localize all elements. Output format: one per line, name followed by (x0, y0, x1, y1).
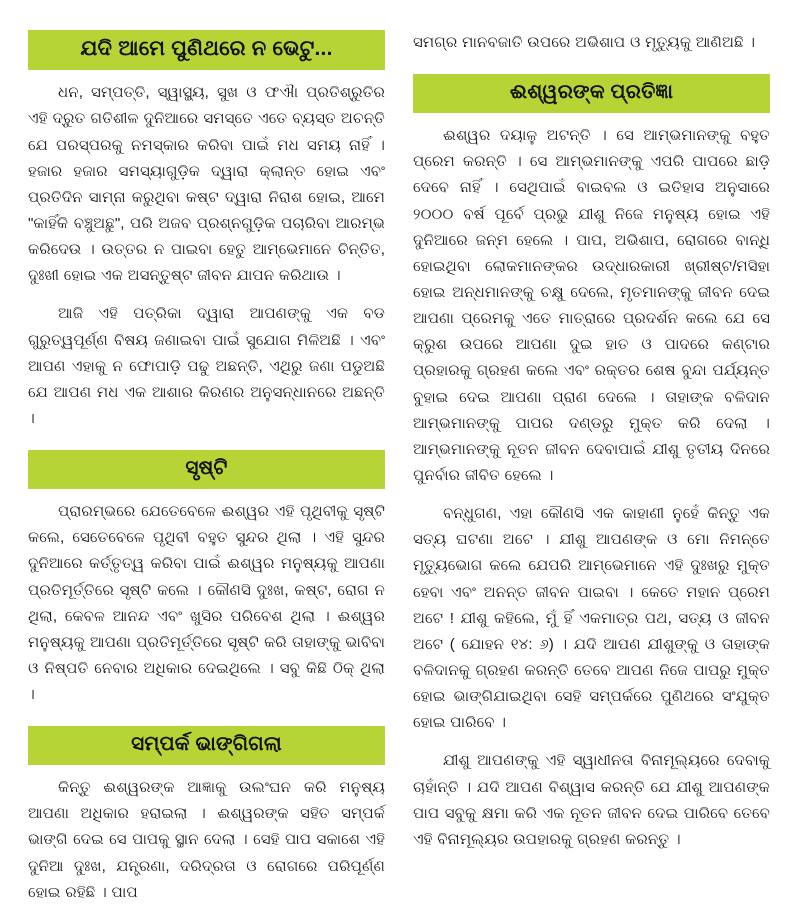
paragraph-true-story: ବନ୍ଧୁଗଣ, ଏହା କୌଣସି ଏକ କାହାଣୀ ନୁହେଁ କିନ୍ତୁ ଏକ ସତ୍ୟ ଘଟଣା ଅଟେ । ଯୀଶୁ ଆପଣଙ୍କ ଓ ମୋ ନିମନ୍ତେ ମୃତ୍ୟୁଭୋଗ କଲେ ଯେପରି ଆମ୍ଭେମାନେ ଏହି ଦୁଃଖରୁ ମୁକ୍ତ ହେବା ଏବଂ ଅନନ୍ତ ଜୀବନ ପାଇବା । କେତେ ମହାନ ପ୍ରେମ ଅଟେ ! ଯୀଶୁ କହିଲେ, ମୁଁ ହିଁ ଏକମାତ୍ର ପଥ, ସତ୍ୟ ଓ ଜୀବନ ଅଟେ ( ଯୋହନ ୧୪: ୬) । ଯଦି ଆପଣ ଯୀଶୁଙ୍କୁ ଓ ତାହାଙ୍କ ବଳିଦାନକୁ ଗ୍ରହଣ କରନ୍ତି ତେବେ ଆପଣ ନିଜେ ପାପରୁ ମୁକ୍ତ ହୋଇ ଭାଙ୍ଗିଯାଇଥିବା ସେହି ସମ୍ପର୍କରେ ପୁଣିଥରେ ସଂଯୁକ୍ତ ହୋଇ ପାରିବେ । (413, 505, 770, 732)
section-heading-title: ସମ୍ପର୍କ ଭାଙ୍ଗିଗଲା (131, 733, 282, 756)
two-column-layout (28, 30, 770, 901)
right-column (413, 30, 770, 853)
section-heading-title: ଯଦି ଆମେ ପୁଣିଥରେ ନ ଭେଟୁ... (80, 37, 333, 60)
section-heading-title: ସୃଷ୍ଟି (185, 457, 228, 480)
paragraph-intro-2: ଆଜି ଏହି ପତ୍ରିକା ଦ୍ୱାରା ଆପଣଙ୍କୁ ଏକ ବଡ ଗୁରୁତ୍ୱପୂର୍ଣ୍ଣ ବିଷୟ ଜଣାଇବା ପାଇଁ ସୁଯୋଗ ମିଳିଅଛି । ଏବଂ ଆପଣ ଏହାକୁ ନ ଫୋପାଡ଼ି ପଢୁ ଅଛନ୍ତି, ଏଥିରୁ ଜଣା ପଡୁଅଛି ଯେ ଆପଣ ମଧ ଏକ ଆଶାର କିରଣର ଅନୁସନ୍ଧାନରେ ଅଛନ୍ତି । (28, 305, 385, 427)
section-heading-bar-gods-promise (413, 74, 770, 113)
paragraph-free-gift-invitation: ଯୀଶୁ ଆପଣଙ୍କୁ ଏହି ସ୍ୱାଧୀନତା ବିନାମୂଲ୍ୟରେ ଦେବାକୁ ଚାହାଁନ୍ତି । ଯଦି ଆପଣ ବିଶ୍ୱାସ କରନ୍ତି ଯେ ଯୀଶୁ ଆପଣଙ୍କ ପାପ ସବୁକୁ କ୍ଷମା କରି ଏକ ନୂତନ ଜୀବନ ଦେଇ ପାରିବେ ତେବେ ଏହି ବିନାମୂଲ୍ୟର ଉପହାରକୁ ଗ୍ରହଣ କରନ୍ତୁ । (413, 752, 770, 848)
paragraph-continued-from-left-column: ସମଗ୍ର ମାନବଜାତି ଉପରେ ଅଭିଶାପ ଓ ମୃତ୍ୟୁକୁ ଆଣିଅଛି । (413, 34, 756, 51)
paragraph-gods-promise: ଈଶ୍ୱର ଦୟାଳୁ ଅଟନ୍ତି । ସେ ଆମ୍ଭମାନଙ୍କୁ ବହୁତ ପ୍ରେମ କରନ୍ତି । ସେ ଆମ୍ଭମାନଙ୍କୁ ଏପରି ପାପରେ ଛାଡ଼ି ଦେବେ ନାହିଁ । ସେଥିପାଇଁ ବାଇବଲ ଓ ଇତିହାସ ଅନୁସାରେ ୨୦୦୦ ବର୍ଷ ପୂର୍ବେ ପ୍ରଭୁ ଯୀଶୁ ନିଜେ ମନୁଷ୍ୟ ହୋଇ ଏହି ଦୁନିଆରେ ଜନ୍ମ ହେଲେ । ପାପ, ଅଭିଶାପ, ରୋଗରେ ବାନ୍ଧି ହୋଇଥିବା ଲୋକମାନଙ୍କର ଉଦ୍ଧାରକାରୀ ଖ୍ରୀଷ୍ଟ/ମସିହା ହୋଇ ଅନ୍ଧମାନଙ୍କୁ ଚକ୍ଷୁ ଦେଲେ, ମୃତମାନଙ୍କୁ ଜୀବନ ଦେଇ ଆପଣା ପ୍ରେମକୁ ଏତେ ମାତ୍ରାରେ ପ୍ରଦର୍ଶନ କଲେ ଯେ ସେ କ୍ରୁଶ ଉପରେ ଆପଣା ଦୁଇ ହାତ ଓ ପାଦରେ କଣ୍ଟାର ପ୍ରହାରକୁ ଗ୍ରହଣ କଲେ ଏବଂ ରକ୍ତର ଶେଷ ବୁନ୍ଦା ପର୍ଯ୍ୟନ୍ତ ବୁହାଇ ଦେଇ ଆପଣା ପ୍ରାଣ ଦେଲେ । ତାହାଙ୍କ ବଳିଦାନ ଆମ୍ଭମାନଙ୍କୁ ପାପର ଦଣ୍ଡରୁ ମୁକ୍ତ କରି ଦେଲା । ଆମ୍ଭମାନଙ୍କୁ ନୂତନ ଜୀବନ ଦେବାପାଇଁ ଯୀଶୁ ତୃତୀୟ ଦିନରେ ପୁନର୍ବାର ଜୀବିତ ହେଲେ । (413, 127, 770, 484)
left-column (28, 30, 385, 906)
section-heading-bar-broken-relationship (28, 726, 385, 765)
section-heading-title: ଈଶ୍ୱରଙ୍କ ପ୍ରତିଜ୍ଞା (509, 81, 674, 104)
paragraph-intro-1: ଧନ, ସମ୍ପତ୍ତି, ସ୍ୱାସ୍ଥ୍ୟ, ସୁଖ ଓ ଫଐା ପ୍ରତିଶ୍ରୁତିର ଏହି ଦ୍ରୁତ ଗତିଶୀଳ ଦୁନିଆରେ ସମସ୍ତେ ଏତେ ବ୍ୟସ୍ତ ଅଚନ୍ତି ଯେ ପରସ୍ପରକୁ ନମସ୍କାର କରିବା ପାଇଁ ମଧ ସମୟ ନାହିଁ । ହଜାର ହଜାର ସମସ୍ୟାଗୁଡ଼ିକ ଦ୍ୱାରା କ୍ଲାନ୍ତ ହୋଇ ଏବଂ ପ୍ରତିଦିନ ସାମ୍ନା କରୁଥିବା କଷ୍ଟ ଦ୍ୱାରା ନିରାଶ ହୋଇ, ଆମେ "କାହିଁକି ବଞ୍ଚୁଅଛୁ", ପରି ଅଜବ ପ୍ରଶ୍ନଗୁଡ଼ିକ ପଚାରିବା ଆରମ୍ଭ କରିଦେଉ । ଉତ୍ତର ନ ପାଇବା ହେତୁ ଆମ୍ଭେମାନେ ଚିନ୍ତିତ, ଦୁଃଖୀ ହୋଇ ଏକ ଅସନ୍ତୁଷ୍ଟ ଜୀବନ ଯାପନ କରିଥାଉ । (28, 84, 385, 285)
section-heading-bar-if-we-dont-meet-again (28, 30, 385, 70)
paragraph-creation: ପ୍ରାରମ୍ଭରେ ଯେତେବେଳେ ଈଶ୍ୱର ଏହି ପୃଥିବୀକୁ ସୃଷ୍ଟି କଲେ, ସେତେବେଳେ ପୃଥିବୀ ବହୁତ ସୁନ୍ଦର ଥିଲା । ଏହି ସୁନ୍ଦର ଦୁନିଆରେ କର୍ତ୍ତୃତ୍ୱ କରିବା ପାଇଁ ଈଶ୍ୱର ମନୁଷ୍ୟକୁ ଆପଣା ପ୍ରତିମୂର୍ତ୍ତିରେ ସୃଷ୍ଟି କଲେ । କୌଣସି ଦୁଃଖ, କଷ୍ଟ, ରୋଗ ନ ଥିଲା, କେବଳ ଆନନ୍ଦ ଏବଂ ଖୁସିର ପରିବେଶ ଥିଲା । ଈଶ୍ୱର ମନୁଷ୍ୟକୁ ଆପଣା ପ୍ରତିମୂର୍ତ୍ତିରେ ସୃଷ୍ଟି କରି ତାହାଙ୍କୁ ଭାବିବା ଓ ନିଷ୍ପତି ନେବାର ଅଧିକାର ଦେଇଥିଲେ । ସବୁ କିଛି ଠିକ୍ ଥିଲା । (28, 503, 385, 704)
section-heading-bar-creation (28, 450, 385, 489)
paragraph-broken-relationship: କିନ୍ତୁ ଈଶ୍ୱରଙ୍କ ଆଜ୍ଞାକୁ ଉଲଂଘନ କରି ମନୁଷ୍ୟ ଆପଣା ଅଧିକାର ହରାଇଲା । ଈଶ୍ୱରଙ୍କ ସହିତ ସମ୍ପର୍କ ଭାଙ୍ଗି ଦେଇ ସେ ପାପକୁ ସ୍ଥାନ ଦେଲା । ସେହି ପାପ ସକାଶେ ଏହି ଦୁନିଆ ଦୁଃଖ, ଯନ୍ତ୍ରଣା, ଦରିଦ୍ରତା ଓ ରୋଗରେ ପରିପୂର୍ଣ୍ଣ ହୋଇ ରହିଛି । ପାପ (28, 779, 385, 901)
